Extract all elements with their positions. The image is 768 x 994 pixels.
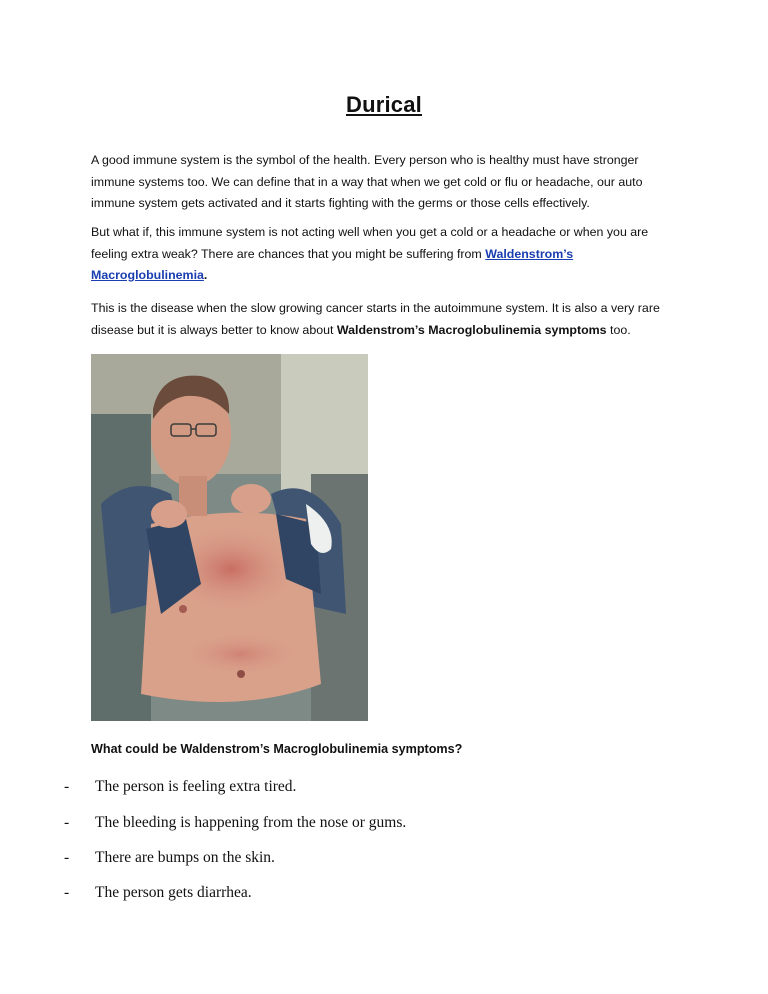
title-text: Durical xyxy=(346,92,422,117)
list-item xyxy=(0,814,700,836)
disease-text-end: too. xyxy=(606,322,631,337)
list-item xyxy=(0,849,700,871)
list-item xyxy=(0,778,700,800)
page-title xyxy=(0,92,768,118)
patient-photo xyxy=(91,354,368,721)
list-item xyxy=(0,884,700,906)
waldenstrom-link[interactable]: Waldenstrom’s Macroglobulinemia xyxy=(91,246,574,282)
bullet-dash: - xyxy=(64,814,70,831)
bullet-dash: - xyxy=(64,778,70,795)
question-text: But what if, this immune system is not acting well when you get a cold or a headache or when you are feeling extra weak? There are chances that you might be suffering from xyxy=(91,225,649,261)
symptom-text: The bleeding is happening from the nose or gums. xyxy=(95,814,407,831)
disease-text: This is the disease when the slow growing cancer starts in the autoimmune system. It is also a very rare disease but it is always better to know about xyxy=(91,301,660,337)
symptoms-bold-text: Waldenstrom’s Macroglobulinemia symptoms xyxy=(336,322,607,337)
question-paragraph xyxy=(91,222,681,287)
intro-paragraph: A good immune system is the symbol of the health. Every person who is healthy must have stronger immune systems too. We can define that in a way that when we get cold or flu or headache, our auto immune system gets activated and it starts fighting with the germs or those cells effectively. xyxy=(91,153,643,210)
question-period: . xyxy=(203,268,208,282)
bullet-dash: - xyxy=(64,884,70,901)
symptom-text: The person is feeling extra tired. xyxy=(95,778,297,795)
bullet-dash: - xyxy=(64,849,70,866)
photo-man-showing-chest-rash-icon xyxy=(91,354,368,721)
disease-paragraph xyxy=(91,298,681,341)
symptom-text: There are bumps on the skin. xyxy=(95,849,275,866)
symptoms-heading: What could be Waldenstrom’s Macroglobulinemia symptoms? xyxy=(91,742,463,756)
symptom-text: The person gets diarrhea. xyxy=(95,884,252,901)
